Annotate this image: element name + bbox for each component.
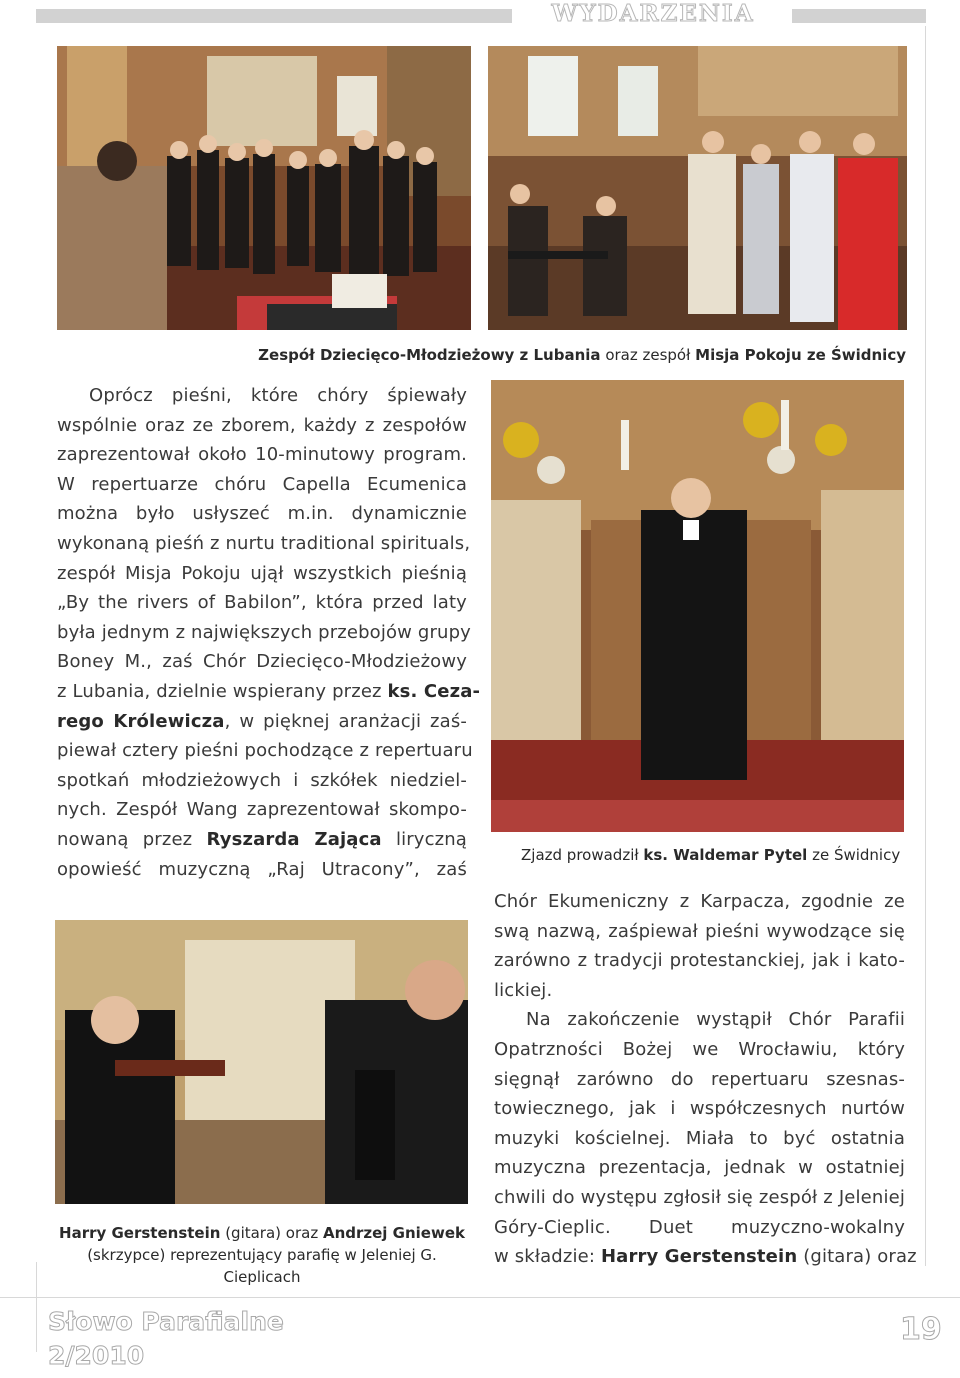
text-run: muzyczna prezentacja, jednak w ostatniej xyxy=(494,1157,905,1179)
photo-pastor-waldemar-pytel xyxy=(491,380,904,832)
caption-run: Misja Pokoju ze Świdnicy xyxy=(695,346,906,364)
text-run: towiecznego, jak i współczesnych nurtów xyxy=(494,1098,905,1120)
text-run: chwili do występu zgłosił się zespół z Jeleniej xyxy=(494,1186,905,1208)
caption-photo-pastor xyxy=(521,845,921,865)
text-line xyxy=(494,1094,905,1124)
text-line xyxy=(57,529,471,559)
text-run: sięgnął zarówno do repertuaru szesnas- xyxy=(494,1068,905,1090)
text-line xyxy=(57,647,467,677)
text-line xyxy=(57,766,467,796)
text-run: liryczną xyxy=(381,828,467,850)
magazine-issue: 2/2010 xyxy=(48,1341,145,1370)
text-run: można było usłyszeć m.in. dynamicznie xyxy=(57,503,467,525)
text-line xyxy=(57,825,467,855)
text-run: wykonaną pieśń z nurtu traditional spirituals, xyxy=(57,532,471,554)
caption-photo-duet xyxy=(57,1222,467,1288)
text-line xyxy=(57,440,467,470)
text-run: (gitara) oraz xyxy=(797,1246,917,1268)
text-line xyxy=(494,946,905,976)
text-run: wspólnie oraz ze zborem, każdy z zespołów xyxy=(57,414,467,436)
text-line xyxy=(494,1213,905,1243)
right-column-text xyxy=(494,887,917,1272)
text-run: „By the rivers of Babilon”, która przed laty xyxy=(57,592,467,614)
text-line xyxy=(57,618,471,648)
text-line xyxy=(494,917,905,947)
footer-rule xyxy=(0,1297,960,1298)
text-line xyxy=(494,1065,905,1095)
page-number: 19 xyxy=(900,1312,942,1347)
text-run: , w pięknej aranżacji zaś- xyxy=(224,710,467,732)
text-line xyxy=(494,1035,905,1065)
text-run: w składzie: xyxy=(494,1246,601,1268)
text-run: Boney M., zaś Chór Dziecięco-Młodzieżowy xyxy=(57,651,467,673)
text-run: nowaną przez xyxy=(57,828,207,850)
text-line xyxy=(494,1183,905,1213)
photo-youth-choir-lubania xyxy=(57,46,471,330)
text-run: lickiej. xyxy=(494,979,553,1001)
header-rule-left xyxy=(36,9,512,23)
footer-rule-left xyxy=(36,1262,37,1352)
left-column-text xyxy=(57,381,481,884)
caption-photo-1 xyxy=(60,345,906,365)
text-run: była jednym z największych przebojów grupy xyxy=(57,621,471,643)
text-line xyxy=(57,677,481,707)
text-line xyxy=(494,1124,905,1154)
text-line xyxy=(57,411,467,441)
text-line xyxy=(494,976,905,1006)
text-run: Ryszarda Zająca xyxy=(206,828,382,850)
text-run: spotkań młodzieżowych i szkółek niedziel- xyxy=(57,769,467,791)
caption-run: Harry Gerstenstein xyxy=(59,1224,221,1242)
header-rule-right xyxy=(792,9,926,23)
section-title: WYDARZENIA xyxy=(551,0,755,27)
text-line xyxy=(57,559,467,589)
text-run: muzyki kościelnej. Miała to być ostatnia xyxy=(494,1127,905,1149)
text-run: Góry-Cieplic. Duet muzyczno-wokalny xyxy=(494,1216,905,1238)
text-line xyxy=(57,855,467,885)
caption-run: oraz zespół xyxy=(600,346,696,364)
text-run: zarówno z tradycji protestanckiej, jak i kato- xyxy=(494,950,905,972)
text-run: z Lubania, dzielnie wspierany przez xyxy=(57,680,388,702)
text-line xyxy=(57,795,467,825)
text-line xyxy=(57,470,467,500)
text-line xyxy=(494,887,905,917)
text-run: rego Królewicza xyxy=(57,710,225,732)
text-run: ks. Ceza- xyxy=(387,680,481,702)
caption-run: ks. Waldemar Pytel xyxy=(643,846,808,864)
photo-misja-pokoju xyxy=(488,46,907,330)
text-run: Harry Gerstenstein xyxy=(600,1246,798,1268)
text-run: Chór Ekumeniczny z Karpacza, zgodnie ze xyxy=(494,891,905,912)
text-run: nych. Zespół Wang zaprezentował skompo- xyxy=(57,799,467,821)
caption-run: Zjazd prowadził xyxy=(521,846,644,864)
text-line xyxy=(57,736,473,766)
caption-run: (skrzypce) reprezentujący parafię w Jeleniej G. Cieplicach xyxy=(87,1246,437,1286)
text-run: Na zakończenie wystąpił Chór Parafii xyxy=(526,1009,905,1031)
text-line xyxy=(494,1005,905,1035)
text-line xyxy=(57,588,467,618)
text-run: W repertuarze chóru Capella Ecumenica xyxy=(57,473,467,495)
text-run: zaprezentował około 10-minutowy program. xyxy=(57,444,467,466)
text-run: piewał cztery pieśni pochodzące z repertuaru xyxy=(57,740,473,762)
text-run: swą nazwą, zaśpiewał pieśni wywodzące się xyxy=(494,920,905,942)
caption-run: ze Świdnicy xyxy=(807,846,901,864)
right-margin-rule xyxy=(925,26,926,1266)
magazine-name: Słowo Parafialne xyxy=(48,1307,284,1336)
caption-run: Andrzej Gniewek xyxy=(322,1224,465,1242)
footer-magazine-title xyxy=(48,1305,284,1373)
caption-run: Zespół Dziecięco-Młodzieżowy z Lubania xyxy=(258,346,601,364)
caption-run: (gitara) oraz xyxy=(220,1224,323,1242)
text-line xyxy=(57,381,467,411)
text-run: zespół Misja Pokoju ujął wszystkich pieśnią xyxy=(57,562,467,584)
text-line xyxy=(57,707,467,737)
photo-duet-gerstenstein-gniewek xyxy=(55,920,468,1204)
text-run: Opatrzności Bożej we Wrocławiu, który xyxy=(494,1038,905,1060)
text-run: Oprócz pieśni, które chóry śpiewały xyxy=(89,385,467,406)
text-line xyxy=(494,1153,905,1183)
text-run: opowieść muzyczną „Raj Utracony”, zaś xyxy=(57,858,467,880)
text-line xyxy=(494,1242,917,1272)
text-line xyxy=(57,499,467,529)
